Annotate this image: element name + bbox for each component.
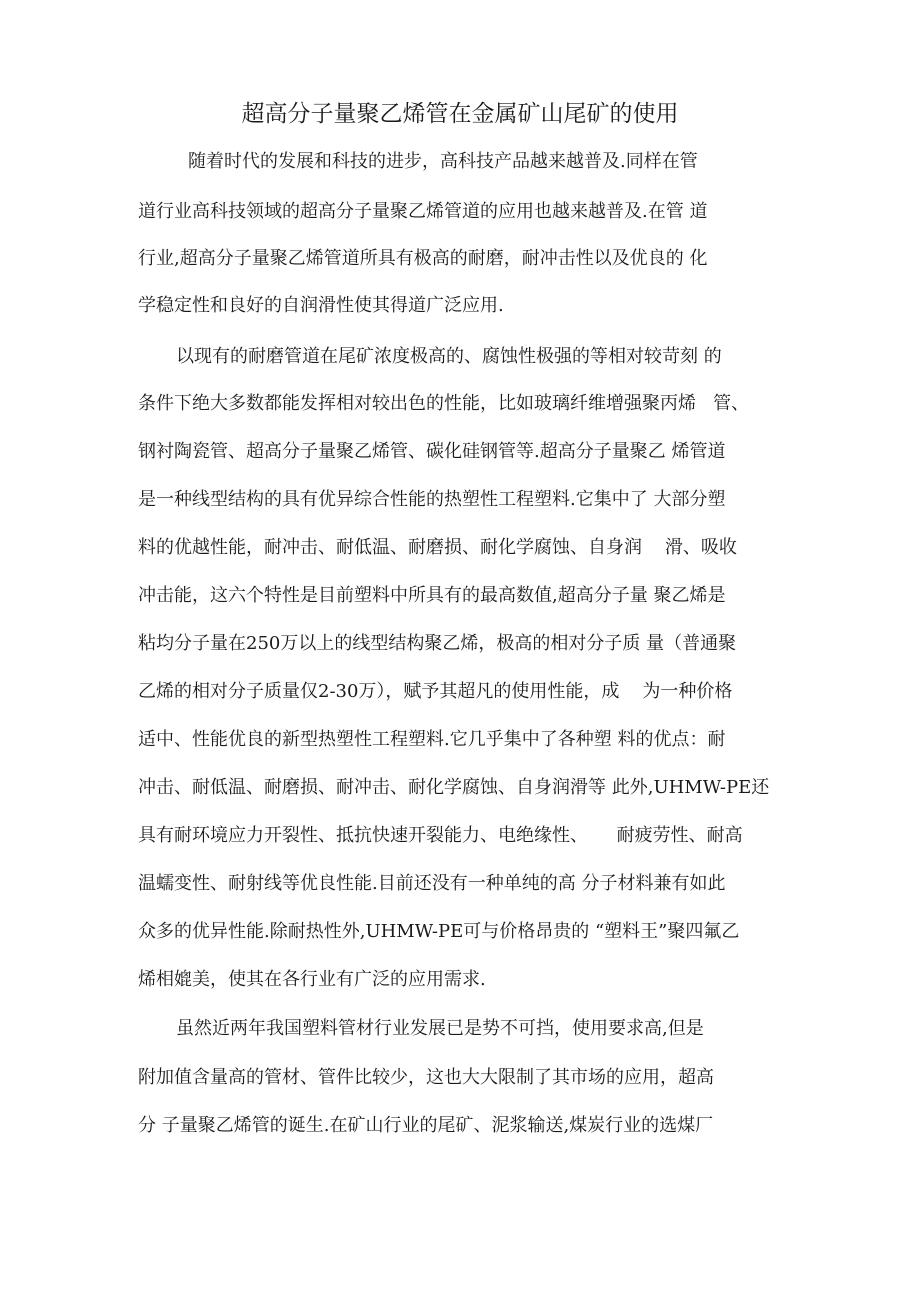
paragraph-2-line-13: 众多的优异性能.除耐热性外,UHMW-PE可与价格昂贵的 “塑料王”聚四氟乙 <box>138 921 740 942</box>
paragraph-2-line-14: 烯相媲美，使其在各行业有广泛的应用需求. <box>138 969 486 990</box>
paragraph-1-line-2: 道行业高科技领域的超高分子量聚乙烯管道的应用也越来越普及.在管 道 <box>138 201 708 222</box>
paragraph-2-line-11: 具有耐环境应力开裂性、抵抗快速开裂能力、电绝缘性、 耐疲劳性、耐高 <box>138 825 743 846</box>
paragraph-2-line-10: 冲击、耐低温、耐磨损、耐冲击、耐化学腐蚀、自身润滑等 此外,UHMW-PE还 <box>138 777 770 798</box>
paragraph-2-line-7: 粘均分子量在250万以上的线型结构聚乙烯，极高的相对分子质 量（普通聚 <box>138 633 737 654</box>
paragraph-3-line-3: 分 子量聚乙烯管的诞生.在矿山行业的尾矿、泥浆输送,煤炭行业的选煤厂 <box>138 1115 714 1136</box>
paragraph-2-line-9: 适中、性能优良的新型热塑性工程塑料.它几乎集中了各种塑 料的优点：耐 <box>138 729 726 750</box>
document-title: 超高分子量聚乙烯管在金属矿山尾矿的使用 <box>241 101 679 127</box>
paragraph-2-line-5: 料的优越性能，耐冲击、耐低温、耐磨损、耐化学腐蚀、自身润 滑、吸收 <box>138 537 737 558</box>
paragraph-2-line-2: 条件下绝大多数都能发挥相对较出色的性能，比如玻璃纤维增强聚丙烯 管、 <box>138 393 750 414</box>
paragraph-1-line-3: 行业,超高分子量聚乙烯管道所具有极高的耐磨，耐冲击性以及优良的 化 <box>138 248 708 269</box>
paragraph-2-line-1: 以现有的耐磨管道在尾矿浓度极高的、腐蚀性极强的等相对较苛刻 的 <box>176 346 722 367</box>
paragraph-2-line-12: 温蠕变性、耐射线等优良性能.目前还没有一种单纯的高 分子材料兼有如此 <box>138 873 726 894</box>
paragraph-2-line-3: 钢衬陶瓷管、超高分子量聚乙烯管、碳化硅钢管等.超高分子量聚乙 烯管道 <box>138 441 726 462</box>
paragraph-1-line-4: 学稳定性和良好的自润滑性使其得道广泛应用. <box>138 295 504 316</box>
paragraph-3-line-2: 附加值含量高的管材、管件比较少，这也大大限制了其市场的应用，超高 <box>138 1067 714 1088</box>
paragraph-2-line-4: 是一种线型结构的具有优异综合性能的热塑性工程塑料.它集中了 大部分塑 <box>138 489 726 510</box>
paragraph-2-line-6: 冲击能，这六个特性是目前塑料中所具有的最高数值,超高分子量 聚乙烯是 <box>138 585 726 606</box>
paragraph-2-line-8: 乙烯的相对分子质量仅2-30万），赋予其超凡的使用性能，成 为一种价格 <box>138 681 733 702</box>
paragraph-1-line-1: 随着时代的发展和科技的进步，高科技产品越来越普及.同样在管 <box>188 151 698 172</box>
paragraph-3-line-1: 虽然近两年我国塑料管材行业发展已是势不可挡，使用要求高,但是 <box>176 1018 704 1039</box>
